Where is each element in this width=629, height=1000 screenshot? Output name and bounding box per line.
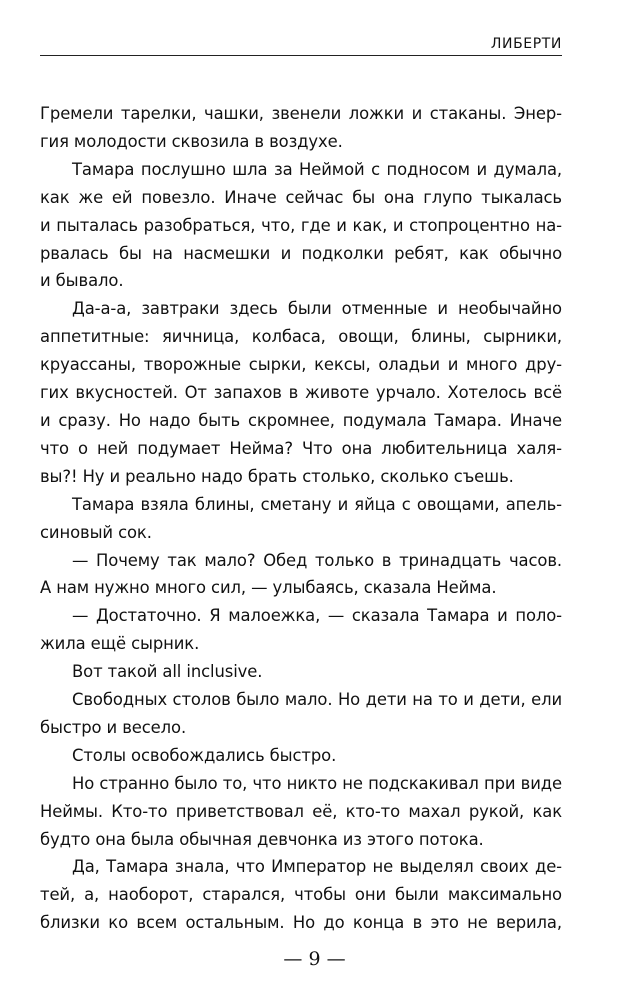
page-body-text xyxy=(40,100,562,937)
text-line: Гремели тарелки, чашки, звенели ложки и стаканы. Энер- xyxy=(40,104,562,123)
text-line: быстро и весело. xyxy=(40,717,187,737)
text-line: близки ко всем остальным. Но до конца в это не верила, xyxy=(40,913,562,933)
text-line: Тамара послушно шла за Неймой с подносом и думала, xyxy=(72,159,562,179)
text-line: рвалась бы на насмешки и подколки ребят, как обычно xyxy=(40,243,562,263)
text-line: тей, а, наоборот, старался, чтобы они были максимально xyxy=(40,885,562,905)
text-line: аппетитные: яичница, колбаса, овощи, блины, сырники, xyxy=(40,327,562,347)
text-line: — Достаточно. Я малоежка, — сказала Тамара и поло- xyxy=(72,606,562,626)
text-line: Тамара взяла блины, сметану и яйца с овощами, апель- xyxy=(72,494,562,514)
text-line: гих вкусностей. От запахов в животе урчало. Хотелось всё xyxy=(40,383,562,403)
running-header xyxy=(40,36,562,56)
text-line: Свободных столов было мало. Но дети на то и дети, ели xyxy=(72,690,562,710)
text-line: круассаны, творожные сырки, кексы, оладьи и много дру- xyxy=(40,355,562,375)
running-title: ЛИБЕРТИ xyxy=(490,36,562,52)
text-line: Да, Тамара знала, что Император не выделял своих де- xyxy=(72,857,562,877)
text-line: и пыталась разобраться, что, где и как, и стопроцентно на- xyxy=(40,215,562,235)
text-line: А нам нужно много сил, — улыбаясь, сказала Нейма. xyxy=(40,578,497,598)
text-line: жила ещё сырник. xyxy=(40,634,200,654)
text-line: что о ней подумает Нейма? Что она любительница халя- xyxy=(40,438,562,458)
text-line: Вот такой all inclusive. xyxy=(72,662,263,682)
text-line: синовый сок. xyxy=(40,522,152,542)
text-line: гия молодости сквозила в воздухе. xyxy=(40,131,343,151)
text-line: Неймы. Кто-то приветствовал её, кто-то махал рукой, как xyxy=(40,801,562,821)
text-line: Но странно было то, что никто не подскакивал при виде xyxy=(72,773,562,793)
text-line: — Почему так мало? Обед только в тринадцать часов. xyxy=(72,550,562,570)
page-number: — 9 — xyxy=(283,948,346,970)
text-line: как же ей повезло. Иначе сейчас бы она глупо тыкалась xyxy=(40,187,562,207)
text-line: и бывало. xyxy=(40,271,124,291)
text-line: Да-а-а, завтраки здесь были отменные и необычайно xyxy=(72,299,562,319)
text-line: будто она была обычная девчонка из этого потока. xyxy=(40,829,484,849)
text-line: и сразу. Но надо быть скромнее, подумала Тамара. Иначе xyxy=(40,410,562,430)
text-line: Столы освобождались быстро. xyxy=(72,745,337,765)
text-line: вы?! Ну и реально надо брать столько, сколько съешь. xyxy=(40,466,514,486)
